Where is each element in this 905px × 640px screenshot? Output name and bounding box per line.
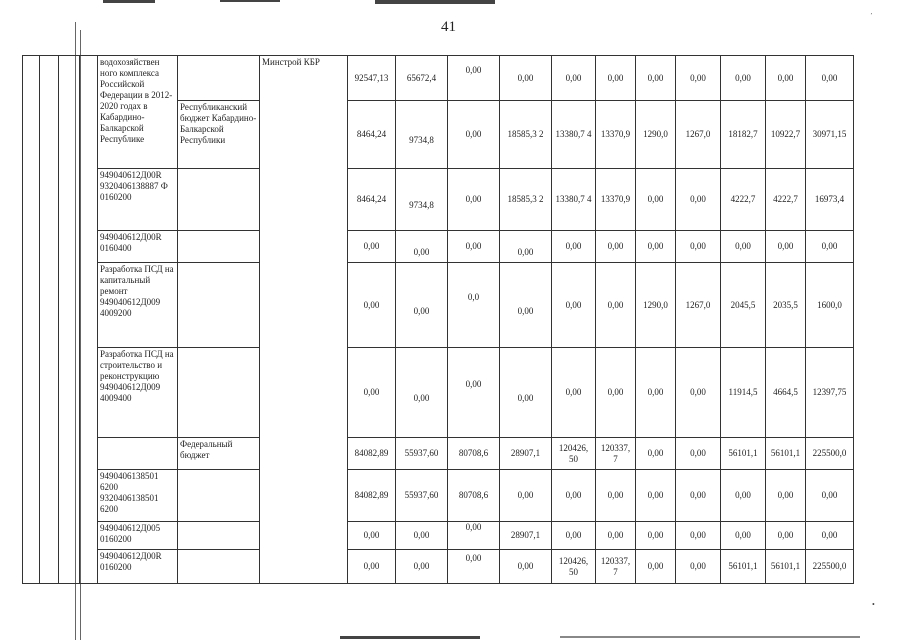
value-cell: 0,00 <box>636 348 676 438</box>
value-cell: 0,00 <box>676 56 721 101</box>
value-cell <box>500 263 552 348</box>
table-row <box>23 56 854 101</box>
executor-cell: Минстрой КБР <box>260 56 348 584</box>
value-cell: 28907,1 <box>500 522 552 550</box>
program-cell <box>98 438 178 470</box>
blank-cell <box>59 56 80 584</box>
source-cell <box>178 169 260 231</box>
value-cell: 4664,5 <box>766 348 806 438</box>
blank-cell <box>23 56 40 584</box>
source-cell <box>178 550 260 584</box>
value-cell: 0,00 <box>448 101 500 169</box>
value-cell: 0,00 <box>500 470 552 522</box>
value-cell: 16973,4 <box>806 169 854 231</box>
value-cell: 80708,6 <box>448 470 500 522</box>
value-cell: 0,00 <box>596 231 636 263</box>
value-text: 0,0 <box>467 291 480 302</box>
value-cell: 80708,6 <box>448 438 500 470</box>
value-cell: 0,00 <box>348 231 396 263</box>
value-cell: 0,00 <box>552 263 596 348</box>
value-cell: 4222,7 <box>721 169 766 231</box>
value-cell <box>500 231 552 263</box>
value-text: 0,00 <box>413 247 430 257</box>
value-text: 0,00 <box>465 379 482 389</box>
value-cell: 18585,3 2 <box>500 101 552 169</box>
value-cell: 1600,0 <box>806 263 854 348</box>
value-cell: 0,00 <box>806 470 854 522</box>
value-cell: 0,00 <box>596 56 636 101</box>
value-text: 0,00 <box>465 64 482 75</box>
value-cell: 18182,7 <box>721 101 766 169</box>
value-cell: 0,00 <box>676 438 721 470</box>
value-cell: 225500,0 <box>806 550 854 584</box>
value-cell: 0,00 <box>806 231 854 263</box>
value-cell: 56101,1 <box>766 438 806 470</box>
value-cell <box>396 231 448 263</box>
value-cell: 1267,0 <box>676 263 721 348</box>
source-cell <box>178 231 260 263</box>
scan-top-line-1 <box>103 0 155 3</box>
table-row <box>23 522 854 550</box>
value-cell: 120426, 50 <box>552 438 596 470</box>
value-cell: 13370,9 <box>596 101 636 169</box>
value-cell: 0,00 <box>636 522 676 550</box>
value-cell: 0,00 <box>552 522 596 550</box>
value-text: 0,00 <box>517 393 534 403</box>
value-cell: 0,00 <box>396 522 448 550</box>
value-cell: 0,00 <box>348 263 396 348</box>
scan-bottom-line-2 <box>560 636 860 638</box>
source-cell <box>178 470 260 522</box>
value-cell: 0,00 <box>348 348 396 438</box>
value-cell: 10922,7 <box>766 101 806 169</box>
value-cell <box>448 348 500 438</box>
value-cell: 28907,1 <box>500 438 552 470</box>
value-cell: 18585,3 2 <box>500 169 552 231</box>
value-cell: 0,00 <box>676 470 721 522</box>
value-cell: 0,00 <box>721 231 766 263</box>
source-cell <box>178 522 260 550</box>
value-cell: 0,00 <box>636 56 676 101</box>
value-cell: 8464,24 <box>348 101 396 169</box>
table-row <box>23 438 854 470</box>
value-cell: 2045,5 <box>721 263 766 348</box>
scan-top-line-2 <box>220 0 280 2</box>
value-cell: 0,00 <box>676 522 721 550</box>
value-cell: 65672,4 <box>396 56 448 101</box>
value-cell <box>396 101 448 169</box>
table-row <box>23 470 854 522</box>
page-number: 41 <box>441 19 456 35</box>
value-cell: 0,00 <box>552 231 596 263</box>
value-cell: 0,00 <box>676 348 721 438</box>
value-cell <box>448 522 500 550</box>
value-cell: 0,00 <box>636 169 676 231</box>
value-cell: 0,00 <box>396 550 448 584</box>
value-cell: 84082,89 <box>348 438 396 470</box>
value-cell: 13380,7 4 <box>552 169 596 231</box>
value-cell: 0,00 <box>448 169 500 231</box>
source-cell <box>178 348 260 438</box>
value-cell <box>396 263 448 348</box>
table-row <box>23 550 854 584</box>
value-cell: 0,00 <box>766 56 806 101</box>
value-cell: 0,00 <box>596 470 636 522</box>
value-cell: 120337, 7 <box>596 438 636 470</box>
value-cell: 92547,13 <box>348 56 396 101</box>
value-cell: 0,00 <box>636 438 676 470</box>
value-cell: 1267,0 <box>676 101 721 169</box>
value-cell <box>396 348 448 438</box>
value-text: 0,00 <box>517 247 534 257</box>
program-cell: 949040612Д005 0160200 <box>98 522 178 550</box>
value-cell: 0,00 <box>552 348 596 438</box>
value-cell: 0,00 <box>766 470 806 522</box>
value-cell: 0,00 <box>806 56 854 101</box>
value-cell: 0,00 <box>676 231 721 263</box>
value-cell: 0,00 <box>721 470 766 522</box>
value-cell <box>500 348 552 438</box>
value-cell <box>396 169 448 231</box>
blank-cell <box>40 56 59 584</box>
value-cell: 4222,7 <box>766 169 806 231</box>
value-text: 0,00 <box>413 305 430 316</box>
value-cell: 55937,60 <box>396 438 448 470</box>
value-cell: 0,00 <box>636 550 676 584</box>
value-text: 0,00 <box>465 522 482 532</box>
value-cell: 0,00 <box>636 470 676 522</box>
value-cell: 0,00 <box>806 522 854 550</box>
table-row <box>23 231 854 263</box>
program-cell: водохозяйствен ного комплекса Российской Федерации в 2012-2020 годах в Кабардино-Балкарской Республике <box>98 56 178 169</box>
value-cell: 55937,60 <box>396 470 448 522</box>
value-cell: 120426, 50 <box>552 550 596 584</box>
value-cell: 225500,0 <box>806 438 854 470</box>
value-cell: 56101,1 <box>721 438 766 470</box>
value-cell: 0,00 <box>500 56 552 101</box>
program-cell: 949040612Д00R 0160400 <box>98 231 178 263</box>
scan-bottom-line-1 <box>340 636 480 639</box>
value-cell: 0,00 <box>552 470 596 522</box>
scan-speck-2: • <box>872 600 875 609</box>
program-cell: 949040612Д00R 93204061З8887 Ф 0160200 <box>98 169 178 231</box>
value-cell: 0,00 <box>766 231 806 263</box>
value-cell: 8464,24 <box>348 169 396 231</box>
value-cell: 0,00 <box>500 550 552 584</box>
value-cell: 56101,1 <box>766 550 806 584</box>
value-cell: 0,00 <box>348 522 396 550</box>
value-text: 0,00 <box>465 553 482 563</box>
value-cell: 84082,89 <box>348 470 396 522</box>
value-cell <box>448 550 500 584</box>
value-text: 0,00 <box>517 305 534 316</box>
value-cell: 0,00 <box>552 56 596 101</box>
value-text: 0,00 <box>413 393 430 403</box>
value-cell: 0,00 <box>596 522 636 550</box>
value-cell: 0,00 <box>721 522 766 550</box>
value-cell: 0,00 <box>596 348 636 438</box>
program-cell: Разработка ПСД на строительство и реконструкцию 949040612Д009 4009400 <box>98 348 178 438</box>
value-cell <box>448 56 500 101</box>
program-cell: 9490406138501 6200 9320406138501 6200 <box>98 470 178 522</box>
value-cell: 56101,1 <box>721 550 766 584</box>
value-cell: 2035,5 <box>766 263 806 348</box>
source-cell: Республиканский бюджет Кабардино-Балкарской Республики <box>178 101 260 169</box>
value-text: 9734,8 <box>409 200 434 210</box>
value-cell: 1290,0 <box>636 101 676 169</box>
value-cell: 11914,5 <box>721 348 766 438</box>
source-cell <box>178 263 260 348</box>
table-row <box>23 348 854 438</box>
value-cell: 30971,15 <box>806 101 854 169</box>
value-cell <box>448 263 500 348</box>
value-cell: 0,00 <box>636 231 676 263</box>
value-cell: 13380,7 4 <box>552 101 596 169</box>
source-cell: Федеральный бюджет <box>178 438 260 470</box>
value-cell: 120337, 7 <box>596 550 636 584</box>
source-cell <box>178 56 260 101</box>
program-cell: Разработка ПСД на капитальный ремонт 949040612Д009 4009200 <box>98 263 178 348</box>
table-row <box>23 169 854 231</box>
program-cell: 949040612Д00R 0160200 <box>98 550 178 584</box>
value-cell: 13370,9 <box>596 169 636 231</box>
blank-cell <box>80 56 98 584</box>
value-cell: 0,00 <box>721 56 766 101</box>
table-row <box>23 263 854 348</box>
value-cell: 0,00 <box>448 231 500 263</box>
value-cell: 12397,75 <box>806 348 854 438</box>
scan-top-line-3 <box>375 0 495 4</box>
value-cell: 0,00 <box>676 550 721 584</box>
value-cell: 0,00 <box>596 263 636 348</box>
value-cell: 0,00 <box>348 550 396 584</box>
budget-table <box>22 55 854 584</box>
value-cell: 0,00 <box>766 522 806 550</box>
value-cell: 1290,0 <box>636 263 676 348</box>
scan-speck-1: ᾿ <box>870 12 873 21</box>
value-text: 9734,8 <box>409 135 434 145</box>
value-cell: 0,00 <box>676 169 721 231</box>
